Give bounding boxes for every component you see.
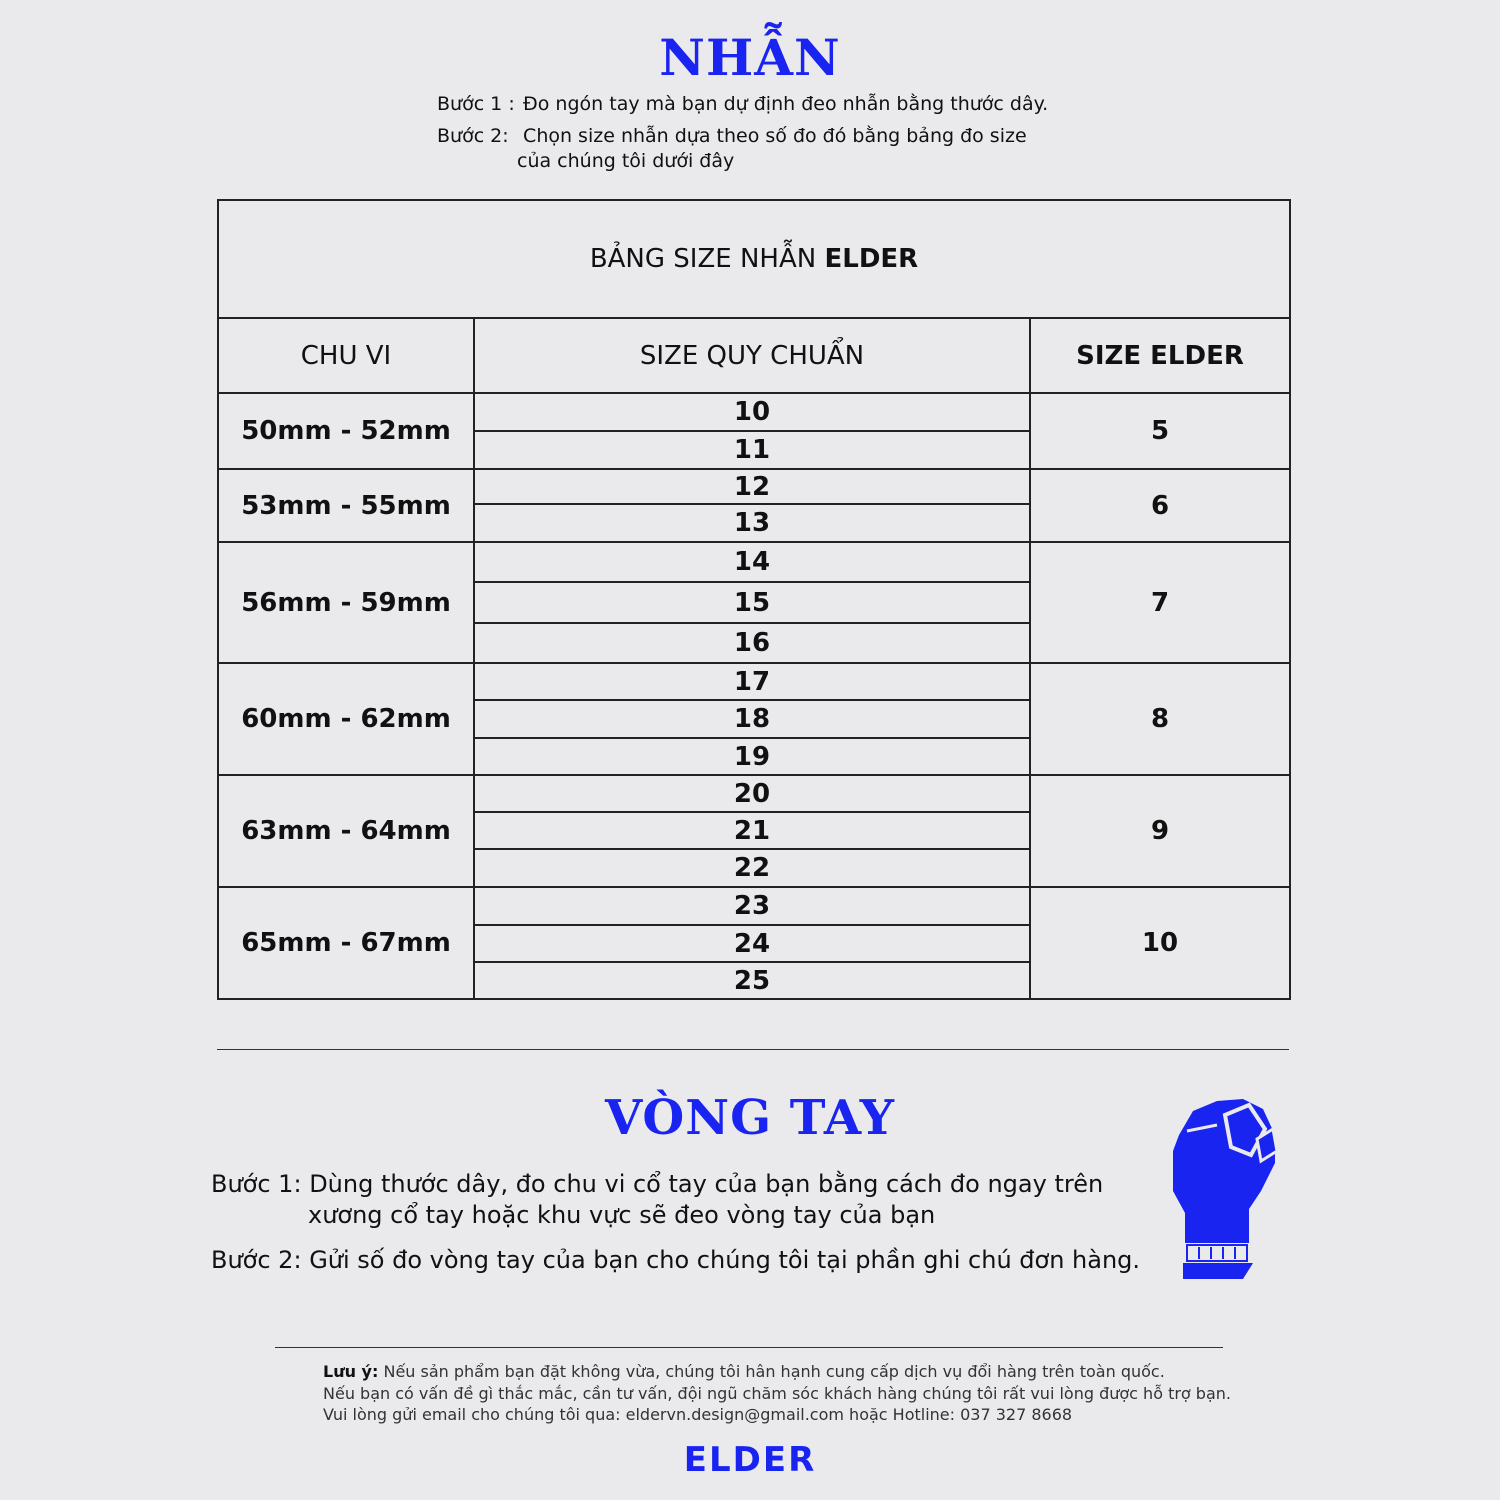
note-line-3: Vui lòng gửi email cho chúng tôi qua: eldervn.design@gmail.com hoặc Hotline: 037 327 8668 — [323, 1405, 1073, 1424]
size-quy-chuan-cell: 23 — [474, 887, 1030, 925]
ring-size-table — [217, 199, 1291, 1000]
ring-title: NHẪN — [659, 28, 841, 87]
ring-step-2-text-line1: Chọn size nhẫn dựa theo số đo đó bằng bảng đo size — [523, 125, 1027, 147]
ring-step-2 — [437, 123, 1027, 149]
col-header-size-elder: SIZE ELDER — [1030, 318, 1290, 393]
chu-vi-cell: 60mm - 62mm — [218, 663, 474, 775]
section-divider — [217, 1049, 1289, 1050]
size-elder-cell: 6 — [1030, 469, 1290, 542]
size-quy-chuan-cell: 11 — [474, 431, 1030, 469]
note-line-2: Nếu bạn có vấn đề gì thắc mắc, cần tư vấn, đội ngũ chăm sóc khách hàng chúng tôi rất vui lòng được hỗ trợ bạn. — [323, 1384, 1231, 1403]
ring-step-1-text: Đo ngón tay mà bạn dự định đeo nhẫn bằng thước dây. — [523, 93, 1049, 115]
size-elder-cell: 10 — [1030, 887, 1290, 999]
chu-vi-cell: 56mm - 59mm — [218, 542, 474, 663]
note-line-1-text: Nếu sản phẩm bạn đặt không vừa, chúng tôi hân hạnh cung cấp dịch vụ đổi hàng trên toàn quốc. — [383, 1362, 1165, 1381]
size-quy-chuan-cell: 25 — [474, 962, 1030, 999]
ring-step-2-label: Bước 2: — [437, 125, 509, 147]
table-title-brand: ELDER — [824, 244, 919, 274]
size-quy-chuan-cell: 19 — [474, 738, 1030, 775]
col-header-size-quy-chuan: SIZE QUY CHUẨN — [474, 318, 1030, 393]
size-quy-chuan-cell: 13 — [474, 504, 1030, 542]
size-quy-chuan-cell: 16 — [474, 623, 1030, 663]
bracelet-step-2 — [211, 1245, 1140, 1276]
bracelet-step-1-label: Bước 1: — [211, 1170, 302, 1198]
bracelet-title: VÒNG TAY — [605, 1090, 895, 1146]
ring-step-1 — [437, 91, 1048, 117]
note-label: Lưu ý: — [323, 1362, 379, 1381]
size-elder-cell: 7 — [1030, 542, 1290, 663]
size-quy-chuan-cell: 17 — [474, 663, 1030, 700]
ring-step-1-label: Bước 1 : — [437, 93, 515, 115]
ring-step-2-line2: của chúng tôi dưới đây — [517, 150, 735, 172]
chu-vi-cell: 53mm - 55mm — [218, 469, 474, 542]
size-elder-cell: 9 — [1030, 775, 1290, 887]
size-quy-chuan-cell: 10 — [474, 393, 1030, 431]
size-elder-cell: 5 — [1030, 393, 1290, 469]
note-line-1 — [323, 1361, 1165, 1383]
size-quy-chuan-cell: 12 — [474, 469, 1030, 504]
size-quy-chuan-cell: 20 — [474, 775, 1030, 812]
fist-wrist-icon — [1165, 1095, 1285, 1285]
size-quy-chuan-cell: 15 — [474, 582, 1030, 623]
size-quy-chuan-cell: 24 — [474, 925, 1030, 962]
bracelet-step-1-line2: xương cổ tay hoặc khu vực sẽ đeo vòng tay của bạn — [308, 1201, 936, 1229]
chu-vi-cell: 50mm - 52mm — [218, 393, 474, 469]
bracelet-step-1 — [211, 1169, 1103, 1200]
chu-vi-cell: 65mm - 67mm — [218, 887, 474, 999]
bracelet-step-1-line1: Dùng thước dây, đo chu vi cổ tay của bạn bằng cách đo ngay trên — [309, 1170, 1104, 1198]
table-title-prefix: BẢNG SIZE NHẪN — [589, 244, 825, 274]
size-elder-cell: 8 — [1030, 663, 1290, 775]
size-quy-chuan-cell: 18 — [474, 700, 1030, 738]
size-quy-chuan-cell: 21 — [474, 812, 1030, 849]
bracelet-step-2-label: Bước 2: — [211, 1246, 302, 1274]
bracelet-step-2-text: Gửi số đo vòng tay của bạn cho chúng tôi tại phần ghi chú đơn hàng. — [309, 1246, 1141, 1274]
col-header-chu-vi: CHU VI — [218, 318, 474, 393]
note-divider — [275, 1347, 1223, 1348]
size-quy-chuan-cell: 22 — [474, 849, 1030, 887]
size-quy-chuan-cell: 14 — [474, 542, 1030, 582]
table-title — [218, 200, 1290, 318]
elder-logo: ELDER — [683, 1440, 817, 1480]
chu-vi-cell: 63mm - 64mm — [218, 775, 474, 887]
